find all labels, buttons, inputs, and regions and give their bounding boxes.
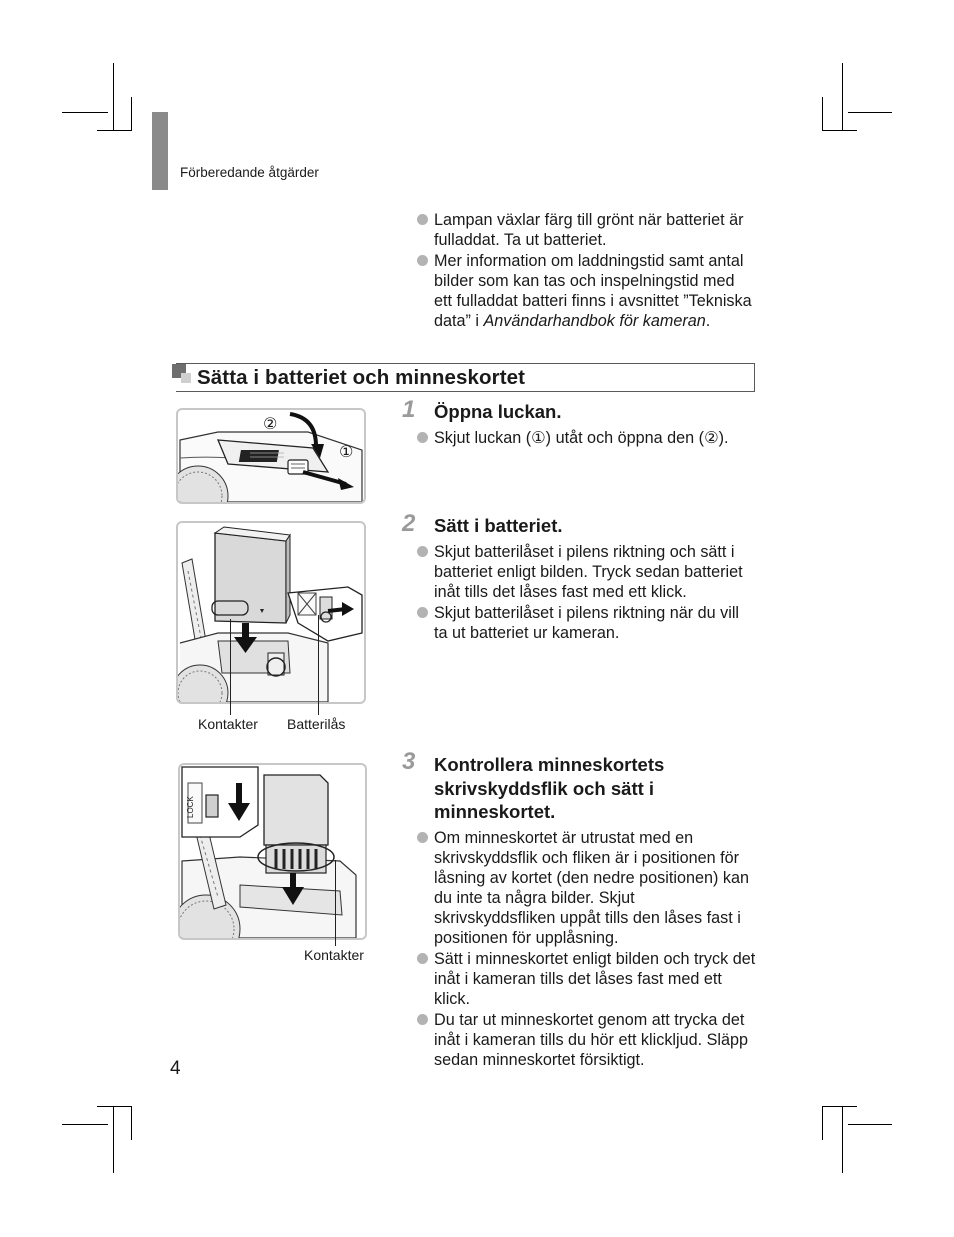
step-title: Kontrollera minneskortets skrivskyddsflik och sätt i minneskortet. [434, 754, 665, 822]
illustration-insert-battery [176, 521, 366, 704]
title-square-icon [181, 373, 191, 383]
step-bullet-list [416, 428, 756, 449]
bullet-dot-icon [417, 432, 428, 443]
bullet-text: Om minneskortet är utrustat med en skrivskyddsflik och fliken är i positionen för låsning av kortet (den nedre positionen) kan du inte ta några bilder. Skjut skrivskyddsfliken uppåt tills den låses fast i positionen för upplåsning. [434, 829, 749, 947]
crop-mark [131, 97, 132, 131]
list-item [416, 949, 758, 1009]
crop-mark [822, 1106, 857, 1107]
chapter-tab [152, 112, 168, 190]
crop-mark [62, 1124, 108, 1125]
step-title: Öppna luckan. [434, 401, 562, 422]
leader-line-lock [318, 615, 319, 715]
crop-mark [97, 1106, 132, 1107]
bullet-dot-icon [417, 255, 428, 266]
manual-title: Användarhandbok för kameran [483, 312, 706, 330]
list-item [416, 828, 758, 948]
figure-label-lock: LOCK [186, 796, 195, 818]
crop-mark [848, 1124, 892, 1125]
leader-line-card-contacts [335, 860, 336, 946]
figure-label-contacts: Kontakter [198, 716, 258, 732]
list-item [416, 603, 756, 643]
list-item [416, 1010, 758, 1070]
intro-bullet-list [416, 210, 756, 332]
crop-mark [822, 97, 823, 131]
bullet-dot-icon [417, 1014, 428, 1025]
bullet-text: Skjut batterilåset i pilens riktning och sätt i batteriet enligt bilden. Tryck sedan batteriet inåt tills det låses fast med ett klick. [434, 543, 743, 601]
bullet-text: Mer information om laddningstid samt antal bilder som kan tas och inspelningstid med ett fulladdat batteri finns i avsnittet ”Tekniska data” i [434, 252, 752, 330]
chapter-header: Förberedande åtgärder [180, 165, 319, 180]
figure-label-battery-lock: Batterilås [287, 716, 346, 732]
crop-mark [842, 1107, 843, 1173]
list-item [416, 210, 756, 250]
bullet-dot-icon [417, 832, 428, 843]
figure-label-card-contacts: Kontakter [304, 947, 364, 963]
bullet-text: Du tar ut minneskortet genom att trycka det inåt i kameran tills du hör ett klickljud. Släpp sedan minneskortet försiktigt. [434, 1011, 749, 1069]
crop-mark [822, 1106, 823, 1140]
crop-mark [113, 1107, 114, 1173]
step-number: 1 [402, 396, 416, 423]
list-item [416, 542, 756, 602]
page-number: 4 [170, 1058, 181, 1079]
figure-label-1: ① [339, 444, 354, 461]
illustration-insert-card [178, 763, 367, 940]
bullet-text: Skjut luckan (①) utåt och öppna den (②). [434, 429, 729, 447]
bullet-text: Skjut batterilåset i pilens riktning när du vill ta ut batteriet ur kameran. [434, 604, 740, 642]
bullet-dot-icon [417, 546, 428, 557]
crop-mark [131, 1106, 132, 1140]
bullet-text-tail: . [705, 312, 711, 330]
bullet-dot-icon [417, 953, 428, 964]
bullet-text: Sätt i minneskortet enligt bilden och tryck det inåt i kameran tills det låses fast med ett klick. [434, 950, 756, 1008]
crop-mark [822, 130, 857, 131]
list-item [416, 428, 756, 448]
step-bullet-list [416, 828, 758, 1071]
step-title: Sätt i batteriet. [434, 515, 563, 536]
bullet-dot-icon [417, 214, 428, 225]
bullet-text: Lampan växlar färg till grönt när batteriet är fulladdat. Ta ut batteriet. [434, 211, 744, 249]
section-title: Sätta i batteriet och minneskortet [197, 366, 526, 389]
step-number: 2 [402, 510, 416, 537]
list-item [416, 251, 756, 331]
crop-mark [62, 112, 108, 113]
step-number: 3 [402, 748, 416, 775]
crop-mark [113, 63, 114, 131]
bullet-dot-icon [417, 607, 428, 618]
figure-label-2: ② [263, 416, 278, 433]
crop-mark [842, 63, 843, 131]
leader-line-contacts [230, 619, 231, 715]
step-bullet-list [416, 542, 756, 644]
crop-mark [848, 112, 892, 113]
crop-mark [97, 130, 132, 131]
